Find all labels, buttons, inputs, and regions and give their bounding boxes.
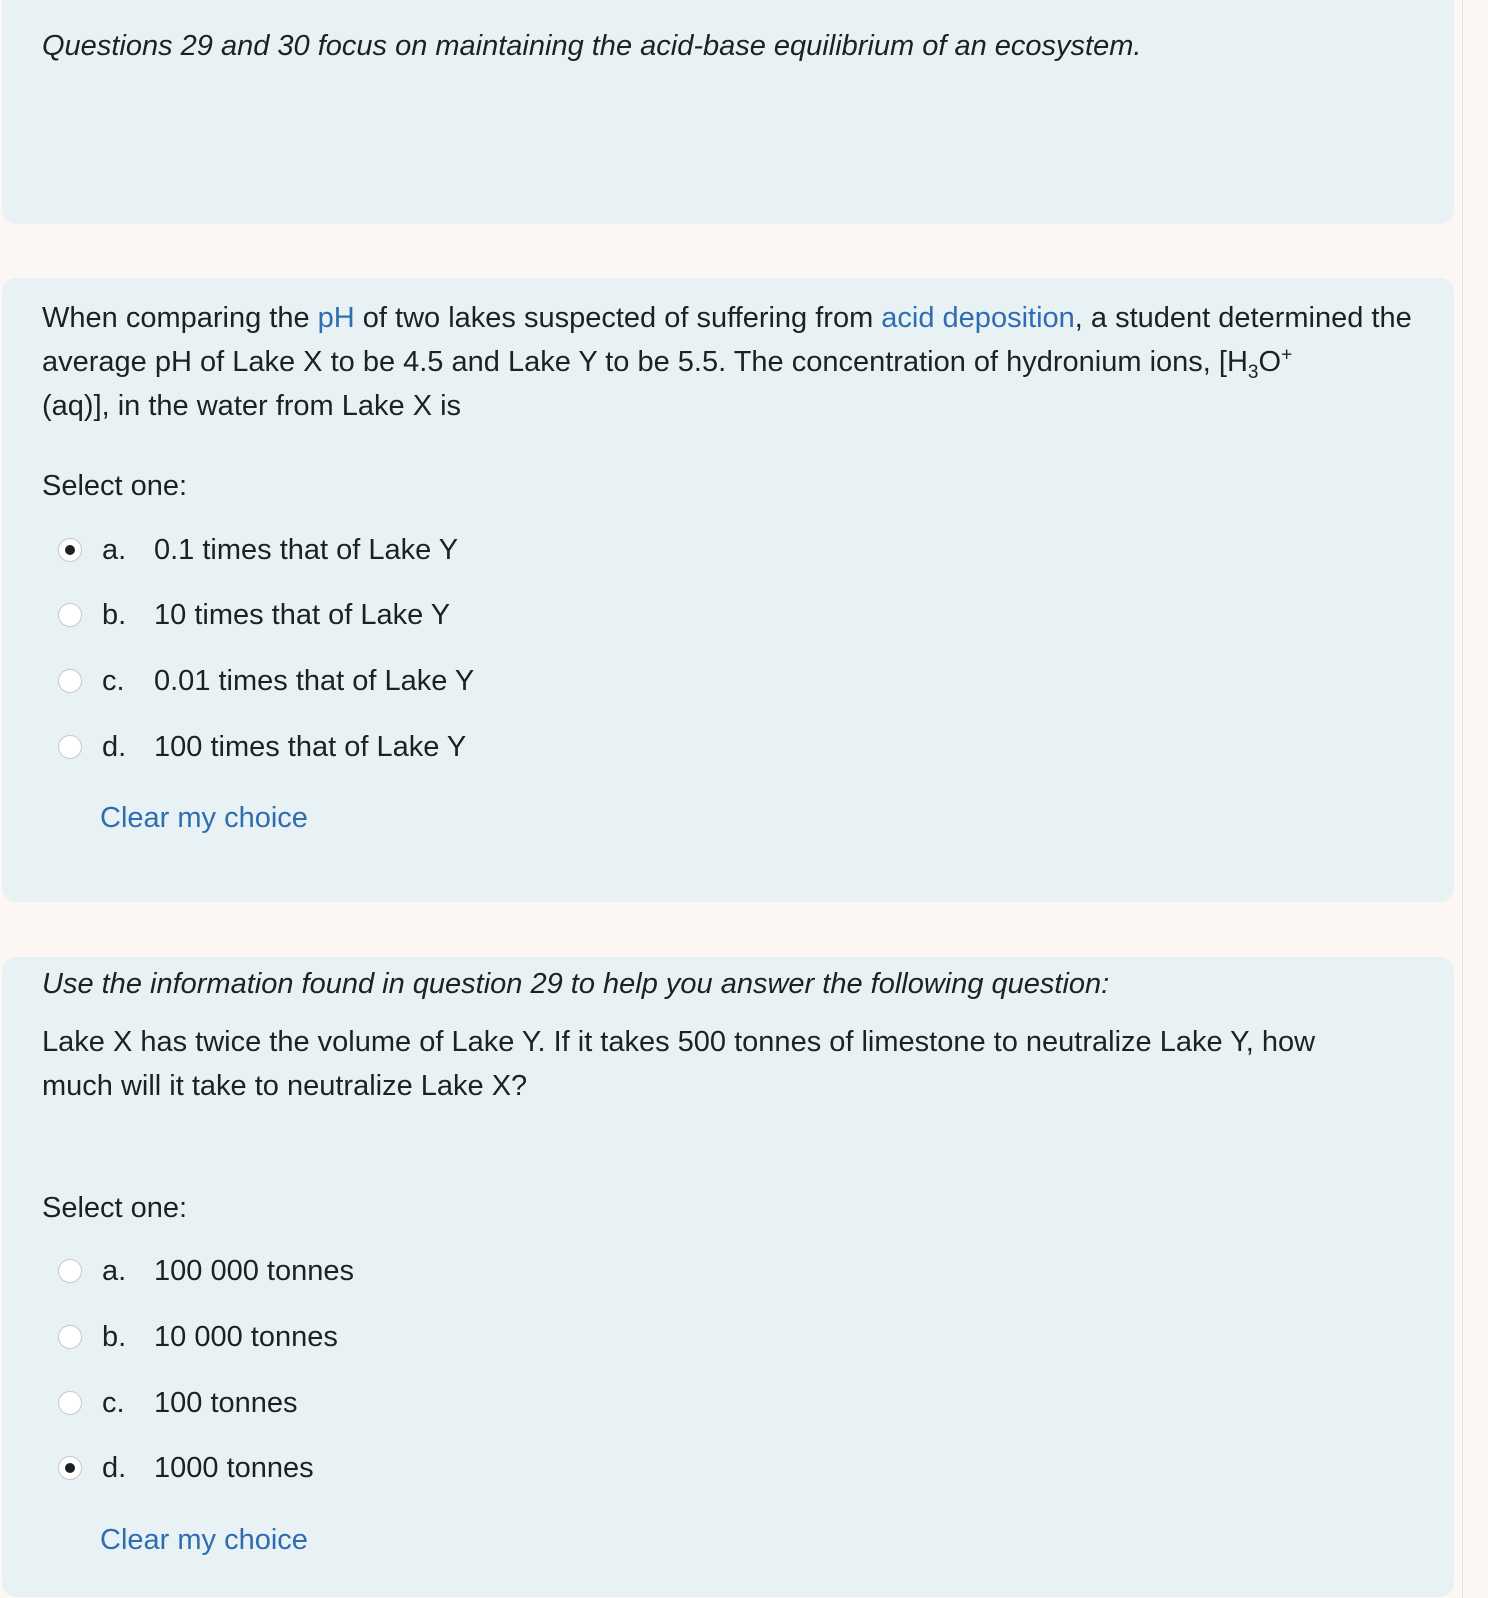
q29-option-c[interactable]	[58, 661, 474, 701]
radio-unselected-icon[interactable]	[58, 669, 82, 693]
q29-option-b[interactable]	[58, 595, 450, 635]
radio-unselected-icon[interactable]	[58, 1325, 82, 1349]
option-text: 1000 tonnes	[154, 1451, 314, 1484]
option-text: 10 000 tonnes	[154, 1320, 338, 1353]
option-text: 100 times that of Lake Y	[154, 730, 467, 763]
question-30-instruction: Use the information found in question 29 to help you answer the following question:	[42, 968, 1110, 1000]
option-text: 10 times that of Lake Y	[154, 598, 451, 631]
option-text: 0.01 times that of Lake Y	[154, 664, 475, 697]
q30-option-a[interactable]	[58, 1251, 354, 1291]
stem-text: When comparing the	[42, 302, 318, 334]
ph-glossary-link[interactable]: pH	[317, 302, 355, 334]
q30-option-d[interactable]	[58, 1448, 314, 1488]
option-letter: a.	[102, 1254, 127, 1287]
q29-option-a[interactable]	[58, 530, 458, 570]
page-right-edge	[1462, 0, 1488, 1598]
option-letter: c.	[102, 664, 125, 697]
option-text: 0.1 times that of Lake Y	[154, 533, 459, 566]
option-letter: d.	[102, 1451, 127, 1484]
q29-clear-choice-link[interactable]: Clear my choice	[100, 802, 308, 834]
q30-clear-choice-link[interactable]: Clear my choice	[100, 1524, 308, 1556]
intro-text: Questions 29 and 30 focus on maintaining the acid-base equilibrium of an ecosystem.	[42, 30, 1142, 62]
radio-unselected-icon[interactable]	[58, 603, 82, 627]
option-letter: d.	[102, 730, 127, 763]
option-text: 100 tonnes	[154, 1386, 298, 1419]
acid-deposition-glossary-link[interactable]: acid deposition	[881, 302, 1075, 334]
question-30-panel	[2, 957, 1454, 1597]
option-letter: b.	[102, 598, 127, 631]
option-letter: a.	[102, 533, 127, 566]
radio-unselected-icon[interactable]	[58, 1259, 82, 1283]
stem-text: of two lakes suspected of suffering from	[354, 302, 882, 334]
superscript-plus: +	[1281, 344, 1293, 366]
radio-unselected-icon[interactable]	[58, 735, 82, 759]
q30-option-c[interactable]	[58, 1383, 298, 1423]
subscript-3: 3	[1247, 361, 1259, 383]
q30-option-b[interactable]	[58, 1317, 338, 1357]
question-30-stem: Lake X has twice the volume of Lake Y. If it takes 500 tonnes of limestone to neutralize Lake Y, how much will it take to neutralize Lake X?	[42, 1026, 1316, 1102]
select-one-label: Select one:	[42, 470, 188, 502]
radio-selected-icon[interactable]	[58, 1456, 82, 1480]
question-29-stem	[42, 296, 1417, 428]
info-panel	[2, 0, 1454, 224]
option-letter: b.	[102, 1320, 127, 1353]
option-letter: c.	[102, 1386, 125, 1419]
stem-text: (aq)], in the water from Lake X is	[42, 390, 462, 422]
option-text: 100 000 tonnes	[154, 1254, 354, 1287]
stem-text: , a student determined the average pH of Lake X to be 4.5 and Lake Y to be 5.5. The concentration of hydronium ions, [H	[42, 302, 1412, 378]
radio-selected-icon[interactable]	[58, 538, 82, 562]
radio-unselected-icon[interactable]	[58, 1391, 82, 1415]
question-29-panel	[2, 278, 1454, 902]
stem-text: O	[1258, 346, 1282, 378]
select-one-label: Select one:	[42, 1192, 188, 1224]
q29-option-d[interactable]	[58, 727, 466, 767]
